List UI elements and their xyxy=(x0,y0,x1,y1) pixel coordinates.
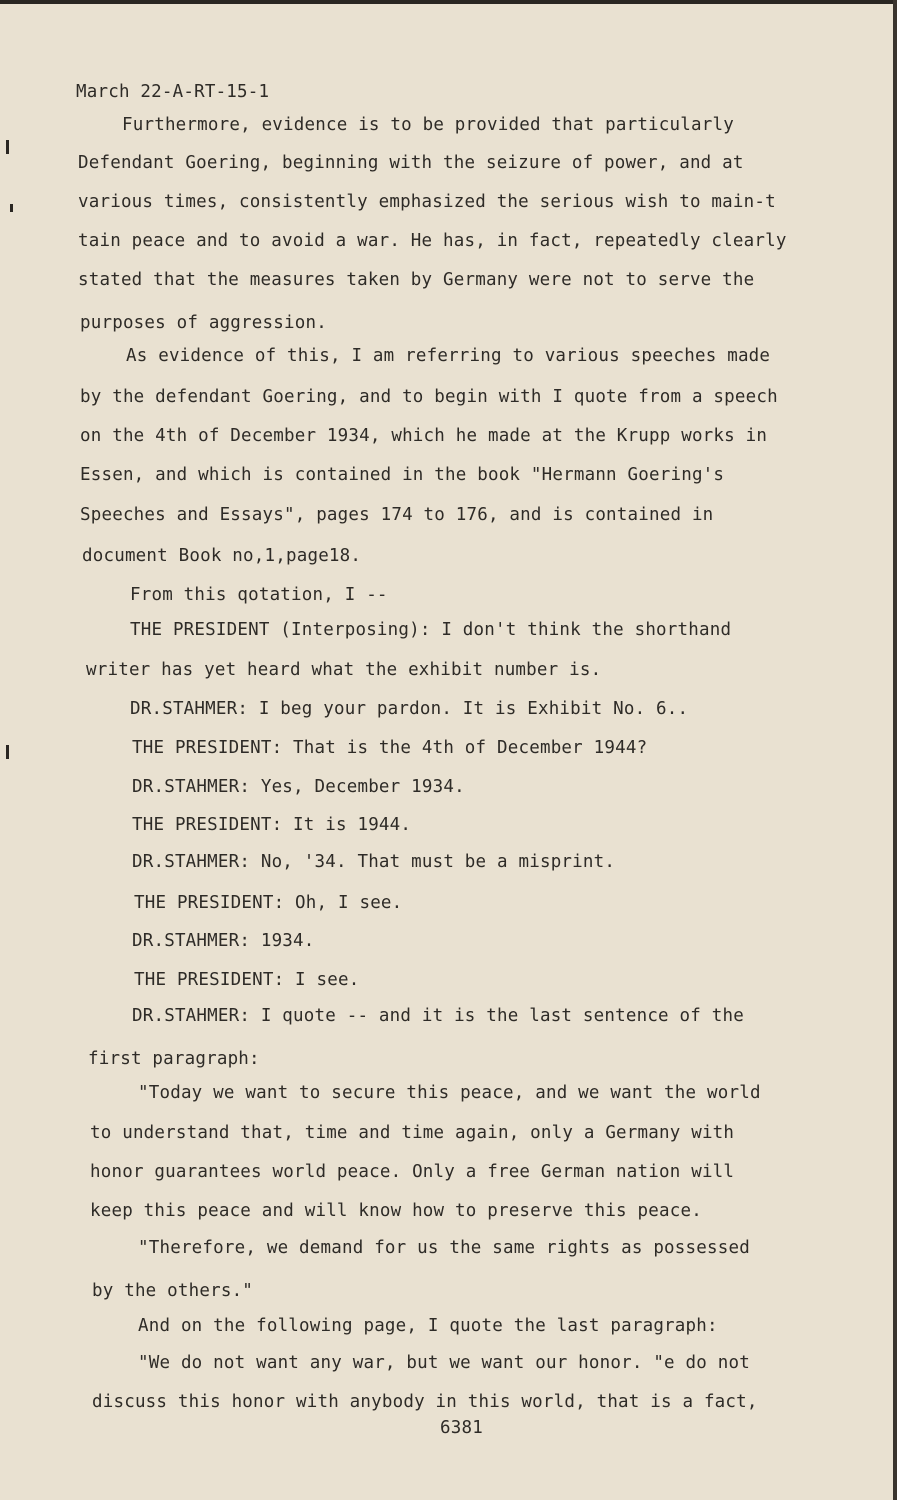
text-line: Speeches and Essays", pages 174 to 176, and is contained in xyxy=(80,505,714,525)
text-line: on the 4th of December 1934, which he made at the Krupp works in xyxy=(80,426,768,446)
top-edge-shadow xyxy=(0,0,897,4)
text-line: DR.STAHMER: I quote -- and it is the last sentence of the xyxy=(132,1006,744,1026)
text-line: DR.STAHMER: No, '34. That must be a misprint. xyxy=(132,852,616,872)
text-line: to understand that, time and time again, only a Germany with xyxy=(90,1123,735,1143)
text-line: document Book no,1,page18. xyxy=(82,546,362,566)
text-line: various times, consistently emphasized the serious wish to main-t xyxy=(78,192,776,212)
text-line: honor guarantees world peace. Only a free German nation will xyxy=(90,1162,735,1182)
binding-mark xyxy=(10,204,13,212)
text-line: THE PRESIDENT: Oh, I see. xyxy=(134,893,403,913)
text-line: As evidence of this, I am referring to various speeches made xyxy=(126,346,771,366)
right-edge-shadow xyxy=(893,0,897,1500)
text-line: tain peace and to avoid a war. He has, in fact, repeatedly clearly xyxy=(78,231,787,251)
page-number: 6381 xyxy=(440,1418,483,1438)
text-line: THE PRESIDENT: That is the 4th of December 1944? xyxy=(132,738,648,758)
text-line: DR.STAHMER: 1934. xyxy=(132,931,315,951)
binding-mark xyxy=(6,745,9,759)
text-line: stated that the measures taken by Germany were not to serve the xyxy=(78,270,755,290)
text-line: "Therefore, we demand for us the same rights as possessed xyxy=(138,1238,750,1258)
text-line: THE PRESIDENT (Interposing): I don't think the shorthand xyxy=(130,620,732,640)
text-line: Furthermore, evidence is to be provided that particularly xyxy=(122,115,734,135)
text-line: THE PRESIDENT: It is 1944. xyxy=(132,815,412,835)
text-line: writer has yet heard what the exhibit number is. xyxy=(86,660,602,680)
text-line: purposes of aggression. xyxy=(80,313,327,333)
text-line: by the defendant Goering, and to begin with I quote from a speech xyxy=(80,387,778,407)
text-line: by the others." xyxy=(92,1281,254,1301)
text-line: keep this peace and will know how to preserve this peace. xyxy=(90,1201,702,1221)
text-line: "Today we want to secure this peace, and we want the world xyxy=(138,1083,761,1103)
text-line: Defendant Goering, beginning with the seizure of power, and at xyxy=(78,153,744,173)
text-line: From this qotation, I -- xyxy=(130,585,388,605)
text-line: THE PRESIDENT: I see. xyxy=(134,970,360,990)
text-line: discuss this honor with anybody in this world, that is a fact, xyxy=(92,1392,758,1412)
text-line: DR.STAHMER: I beg your pardon. It is Exhibit No. 6.. xyxy=(130,699,689,719)
text-line: DR.STAHMER: Yes, December 1934. xyxy=(132,777,465,797)
text-line: Essen, and which is contained in the book "Hermann Goering's xyxy=(80,465,725,485)
page-header: March 22-A-RT-15-1 xyxy=(76,82,270,102)
text-line: "We do not want any war, but we want our honor. "e do not xyxy=(138,1353,750,1373)
text-line: first paragraph: xyxy=(88,1049,260,1069)
text-line: And on the following page, I quote the last paragraph: xyxy=(138,1316,718,1336)
binding-mark xyxy=(6,140,9,154)
